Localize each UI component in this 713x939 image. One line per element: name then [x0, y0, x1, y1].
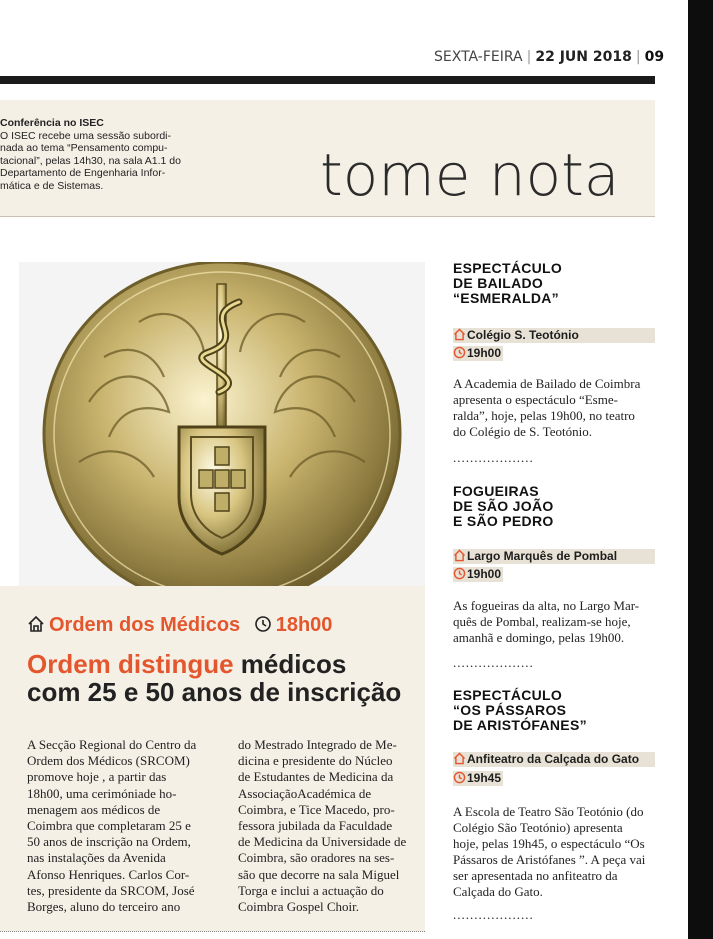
event-venue: Largo Marquês de Pombal [453, 549, 655, 564]
article-column-1: A Secção Regional do Centro da Ordem dos Médicos (SRCOM) promove hoje , a partir das 18h00, uma cerimóniade ho- menagem aos médicos de Coimbra que completaram 25 e 50 anos de inscrição na Ordem, nas instalações da Avenida Afonso Henriques. Carlos Cor- tes, presidente da SRCOM, José Borges, aluno do terceiro ano [27, 737, 197, 915]
page-number: 09 [644, 49, 665, 65]
event-title-esmeralda: ESPECTÁCULO DE BAILADO “ESMERALDA” [453, 260, 563, 306]
event-time: 19h00 [453, 346, 503, 361]
event-divider: ................... [453, 450, 534, 465]
feature-meta [27, 614, 332, 639]
house-icon [27, 615, 45, 639]
header-rule [0, 76, 655, 84]
clock-icon [453, 771, 466, 788]
medal-photo [19, 262, 425, 586]
feature-divider [0, 931, 425, 932]
event-venue: Anfiteatro da Calçada do Gato [453, 752, 655, 767]
house-icon [453, 752, 466, 769]
section-title: tome nota [320, 141, 620, 209]
event-time: 19h45 [453, 771, 503, 786]
feature-headline: Ordem distingue médicos com 25 e 50 anos de inscrição [27, 649, 402, 707]
event-divider: ................... [453, 907, 534, 922]
event-description: A Academia de Bailado de Coimbra apresenta o espectáculo “Esme- ralda”, hoje, pelas 19h00, no teatro do Colégio de S. Teotónio. [453, 376, 641, 439]
house-icon [453, 328, 466, 345]
article-column-2: do Mestrado Integrado de Me- dicina e presidente do Núcleo de Estudantes de Medicina da AssociaçãoAcadémica de Coimbra, e Tice Macedo, pro- fessora jubilada da Faculdade de Medicina da Universidade de Coimbra, são oradores na ses- são que decorre na sala Miguel Torga e inclui a actuação do Coimbra Gospel Choir. [238, 737, 407, 915]
page-edge [688, 0, 713, 939]
header-weekday: SEXTA-FEIRA [434, 49, 523, 65]
page-header: SEXTA-FEIRA | 22 JUN 2018 | 09 [434, 49, 665, 65]
event-title-passaros: ESPECTÁCULO “OS PÁSSAROS DE ARISTÓFANES” [453, 687, 587, 733]
feature-time: 18h00 [275, 614, 333, 636]
clock-icon [453, 567, 466, 584]
headline-highlight: Ordem distingue [27, 649, 234, 679]
house-icon [453, 549, 466, 566]
clock-icon [254, 615, 272, 639]
event-venue: Colégio S. Teotónio [453, 328, 655, 343]
brief-text: O ISEC recebe uma sessão subordi- nada ao tema “Pensamento compu- tacional”, pelas 14h30, na sala A1.1 do Departamento de Engenharia Infor- mática e de Sistemas. [0, 129, 181, 192]
header-date: 22 JUN 2018 [535, 49, 632, 65]
event-description: A Escola de Teatro São Teotónio (do Colégio São Teotónio) apresenta hoje, pelas 19h45, o espectáculo “Os Pássaros de Aristófanes ”. A peça vai ser apresentada no anfiteatro da Calçada do Gato. [453, 804, 646, 899]
brief-title: Conferência no ISEC [0, 117, 104, 129]
event-description: As fogueiras da alta, no Largo Mar- quês de Pombal, realizam-se hoje, amanhã e domingo, pelas 19h00. [453, 598, 640, 645]
medal-image [19, 262, 425, 586]
feature-place: Ordem dos Médicos [49, 614, 241, 636]
brief-item [0, 117, 210, 192]
event-title-fogueiras: FOGUEIRAS DE SÃO JOÃO E SÃO PEDRO [453, 483, 554, 529]
clock-icon [453, 346, 466, 363]
event-divider: ................... [453, 655, 534, 670]
event-time: 19h00 [453, 567, 503, 582]
